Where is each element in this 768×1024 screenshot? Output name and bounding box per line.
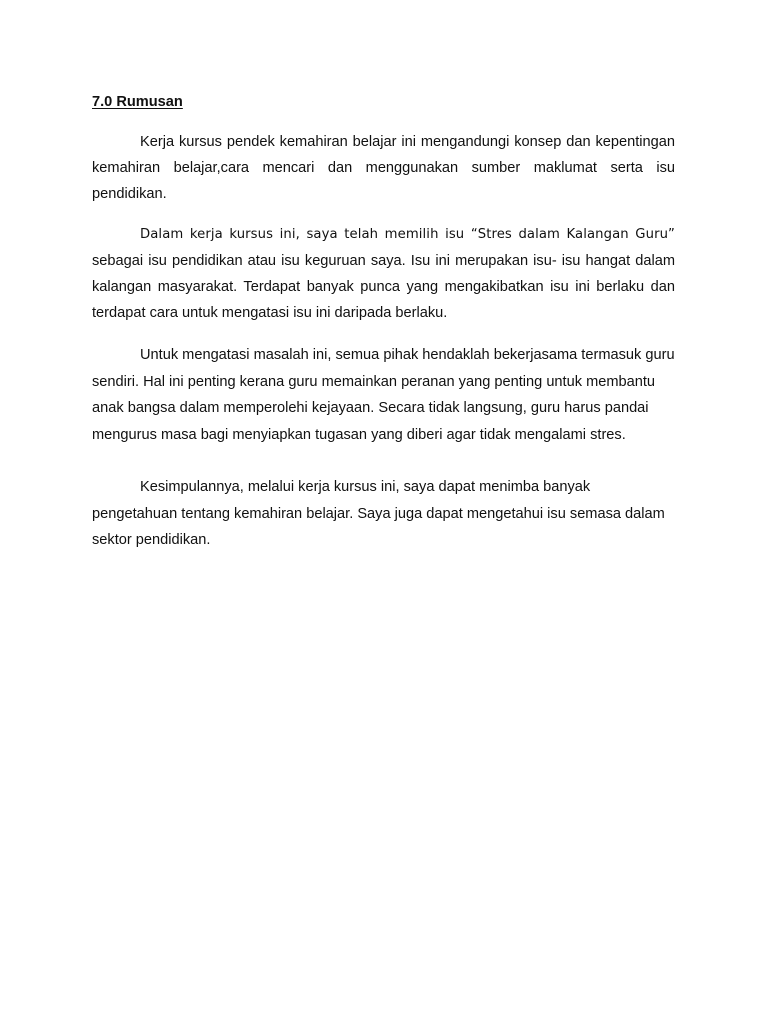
paragraph-2 [92,221,675,326]
section-heading: 7.0 Rumusan [92,94,183,110]
paragraph-4: Kesimpulannya, melalui kerja kursus ini, saya dapat menimba banyak pengetahuan tentang kemahiran belajar. Saya juga dapat mengetahui isu semasa dalam sektor pendidikan. [92,479,665,548]
paragraph-3: Untuk mengatasi masalah ini, semua pihak hendaklah bekerjasama termasuk guru sendiri. Hal ini penting kerana guru memainkan peranan yang penting untuk membantu anak bangsa dalam memperolehi kejayaan. Secara tidak langsung, guru harus pandai mengurus masa bagi menyiapkan tugasan yang diberi agar tidak mengalami stres. [92,347,675,443]
paragraph-2-body: sebagai isu pendidikan atau isu keguruan saya. Isu ini merupakan isu- isu hangat dalam kalangan masyarakat. Terdapat banyak punca yang mengakibatkan isu ini berlaku dan terdapat cara untuk mengatasi isu ini daripada berlaku. [92,253,675,321]
paragraph-2-lead: Dalam kerja kursus ini, saya telah memilih isu “Stres dalam Kalangan Guru” [140,227,675,242]
paragraph-1: Kerja kursus pendek kemahiran belajar ini mengandungi konsep dan kepentingan kemahiran belajar,cara mencari dan menggunakan sumber maklumat serta isu pendidikan. [92,134,675,202]
